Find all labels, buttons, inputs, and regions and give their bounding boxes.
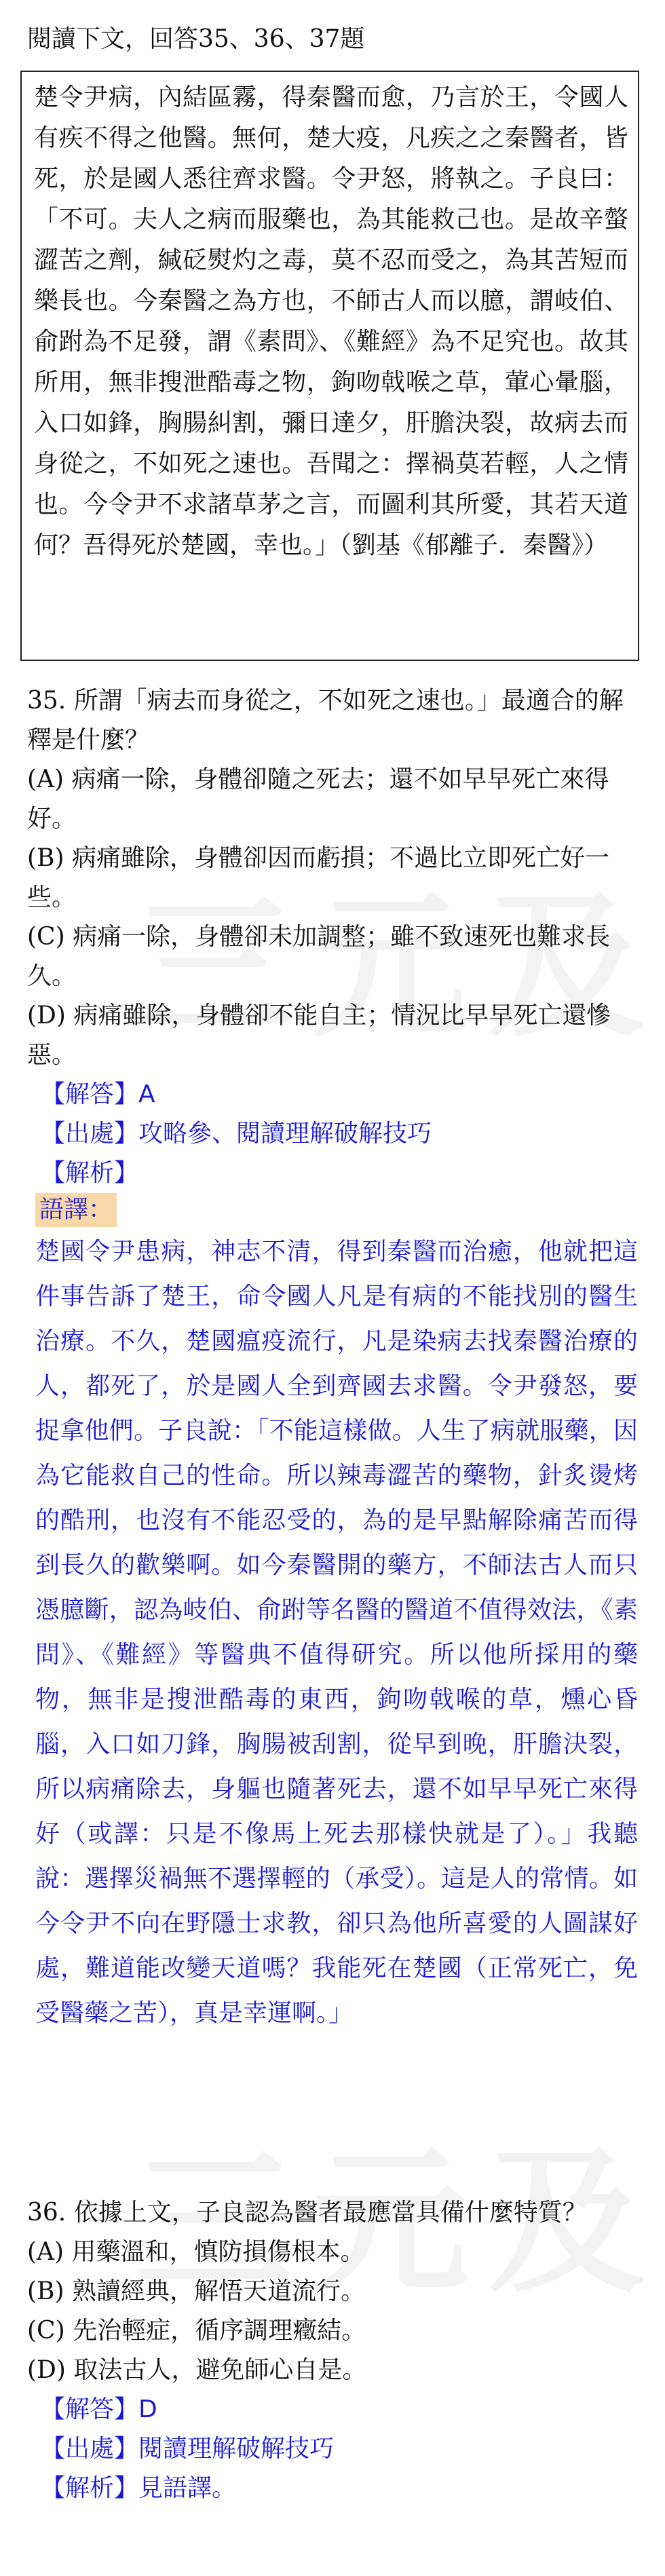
option-b: (B) 熟讀經典，解悟天道流行。 [27, 2277, 365, 2305]
option-b: (B) 病痛雖除，身體卻因而虧損；不過比立即死亡好一些。 [27, 844, 609, 911]
answer: 【解答】A [41, 1080, 155, 1108]
passage-text: 楚令尹病，內結區霧，得秦醫而愈，乃言於王，令國人有疾不得之他醫。無何，楚大疫，凡疾之之秦醫者，皆死，於是國人悉往齊求醫。令尹怒，將執之。子良曰：「不可。夫人之病而服藥也，為其能救己也。是故辛螫澀苦之劑，緘砭熨灼之毒，莫不忍而受之，為其苦短而樂長也。今秦醫之為方也，不師古人而以臆，謂岐伯、俞跗為不足發，謂《素問》、《難經》為不足究也。故其所用，無非搜泄酷毒之物，鉤吻戟喉之草，葷心暈腦，入口如鋒，胸腸糾割，彌日達夕，肝膽決裂，故病去而身從之，不如死之速也。吾聞之：擇禍莫若輕，人之情也。今令尹不求諸草茅之言，而圖利其所愛，其若天道何？吾得死於楚國，幸也。」（劉基《郁離子．秦醫》） [34, 83, 628, 559]
option-a: (A) 病痛一除，身體卻隨之死去；還不如早早死亡來得好。 [27, 765, 609, 833]
source: 【出處】攻略參、閱讀理解破解技巧 [41, 1120, 432, 1148]
translation-label: 語譯： [35, 1193, 117, 1227]
option-d: (D) 病痛雖除，身體卻不能自主；情況比早早死亡還慘惡。 [27, 1002, 611, 1069]
reading-heading: 閱讀下文，回答35、36、37題 [27, 25, 365, 53]
option-a: (A) 用藥溫和，慎防損傷根本。 [27, 2238, 365, 2266]
translation-text: 楚國令尹患病，神志不清，得到秦醫而治癒，他就把這件事告訴了楚王，命令國人凡是有病的不能找別的醫生治療。不久，楚國瘟疫流行，凡是染病去找秦醫治療的人，都死了，於是國人全到齊國去求醫。令尹發怒，要捉拿他們。子良說：「不能這樣做。人生了病就服藥，因為它能救自己的性命。所以辣毒澀苦的藥物，針炙燙烤的酷刑，也沒有不能忍受的，為的是早點解除痛苦而得到長久的歡樂啊。如今秦醫開的藥方，不師法古人而只憑臆斷，認為岐伯、俞跗等名醫的醫道不值得效法，《素問》、《難經》等醫典不值得研究。所以他所採用的藥物，無非是搜泄酷毒的東西，鉤吻戟喉的草，燻心昏腦，入口如刀鋒，胸腸被刮割，從早到晚，肝膽決裂，所以病痛除去，身軀也隨著死去，還不如早早死亡來得好（或譯：只是不像馬上死去那樣快就是了）。」我聽說：選擇災禍無不選擇輕的（承受）。這是人的常情。如今令尹不向在野隱士求教，卻只為他所喜愛的人圖謀好處，難道能改變天道嗎？我能死在楚國（正常死亡，免受醫藥之苦），真是幸運啊。」 [35, 1238, 638, 2027]
passage-box [20, 71, 639, 661]
analysis: 【解析】 [41, 1159, 139, 1187]
question-stem: 36. 依據上文，子良認為醫者最應當具備什麼特質？ [27, 2199, 587, 2227]
question-36 [27, 2193, 638, 2508]
answer: 【解答】D [41, 2395, 157, 2423]
question-stem: 35. 所謂「病去而身從之，不如死之速也。」最適合的解釋是什麼？ [27, 687, 624, 754]
analysis: 【解析】見語譯。 [41, 2474, 237, 2502]
question-35 [27, 681, 638, 2036]
option-d: (D) 取法古人，避免師心自是。 [27, 2356, 367, 2384]
option-c: (C) 病痛一除，身體卻未加調整；雖不致速死也難求長久。 [27, 923, 611, 990]
option-c: (C) 先治輕症，循序調理癥結。 [27, 2317, 366, 2345]
source: 【出處】閱讀理解破解技巧 [41, 2435, 335, 2463]
